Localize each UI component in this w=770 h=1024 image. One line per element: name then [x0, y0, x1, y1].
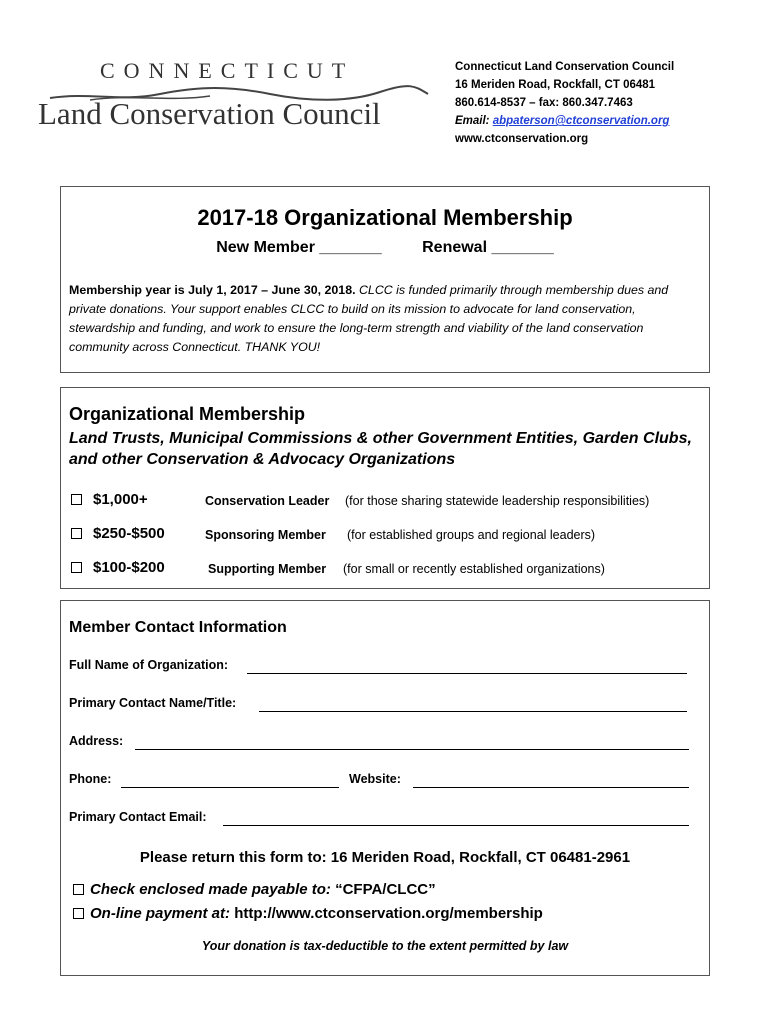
- org-name-input[interactable]: [247, 673, 687, 674]
- tier-amount: $100-$200: [93, 559, 165, 576]
- membership-intro-box: [60, 186, 710, 373]
- member-contact-box: [60, 600, 710, 976]
- primary-contact-input[interactable]: [259, 711, 687, 712]
- online-payment-url[interactable]: http://www.ctconservation.org/membership: [230, 905, 543, 922]
- tier-amount: $250-$500: [93, 525, 165, 542]
- check-payment-checkbox[interactable]: [73, 884, 84, 895]
- tier-checkbox[interactable]: [71, 494, 82, 505]
- tier-name: Conservation Leader: [205, 494, 330, 508]
- tier-description: (for those sharing statewide leadership responsibilities): [345, 494, 650, 508]
- online-payment-label: On-line payment at:: [90, 905, 231, 922]
- primary-contact-label: Primary Contact Name/Title:: [69, 696, 237, 710]
- check-payment-option: [73, 881, 436, 898]
- phone-input[interactable]: [121, 787, 339, 788]
- tier-description: (for small or recently established organizations): [343, 562, 605, 576]
- online-payment-checkbox[interactable]: [73, 908, 84, 919]
- email-link[interactable]: abpaterson@ctconservation.org: [492, 115, 670, 127]
- tier-checkbox[interactable]: [71, 528, 82, 539]
- org-phone-fax: 860.614-8537 – fax: 860.347.7463: [455, 97, 633, 109]
- org-name-label: Full Name of Organization:: [69, 658, 229, 672]
- email-input[interactable]: [223, 825, 689, 826]
- website-label: Website:: [349, 772, 401, 786]
- address-label: Address:: [69, 734, 124, 748]
- intro-paragraph: [69, 281, 697, 357]
- org-membership-subtitle: Land Trusts, Municipal Commissions & other Government Entities, Garden Clubs, and other Conservation & Advocacy Organizations: [69, 430, 692, 468]
- intro-body-text: CLCC is funded primarily through membership dues and private donations. Your support enables CLCC to build on its mission to advocate for land conservation, stewardship and funding, and work to ensure the long-term strength and viability of the land conservation community across Connecticut. THANK YOU!: [69, 283, 669, 354]
- tier-row: [69, 524, 709, 546]
- logo-bottom-text: Land Conservation Council: [38, 96, 381, 131]
- return-address-text: Please return this form to: 16 Meriden Road, Rockfall, CT 06481-2961: [139, 849, 631, 866]
- tier-amount: $1,000+: [93, 491, 148, 508]
- member-type-line: [61, 239, 709, 257]
- tier-checkbox[interactable]: [71, 562, 82, 573]
- tier-description: (for established groups and regional leaders): [347, 528, 596, 542]
- renewal-field[interactable]: Renewal _______: [422, 239, 554, 256]
- contact-section-title: Member Contact Information: [69, 619, 287, 636]
- org-contact-block: [455, 58, 674, 148]
- tier-name: Supporting Member: [208, 562, 327, 576]
- page-title: 2017-18 Organizational Membership: [197, 205, 573, 230]
- check-payable-value: “CFPA/CLCC”: [330, 881, 436, 898]
- membership-year-text: Membership year is July 1, 2017 – June 30, 2018.: [69, 283, 356, 297]
- phone-label: Phone:: [69, 772, 112, 786]
- new-member-field[interactable]: New Member _______: [216, 239, 382, 256]
- check-payment-label: Check enclosed made payable to:: [90, 881, 331, 898]
- org-email-line: [455, 112, 674, 130]
- online-payment-option: [73, 905, 543, 922]
- tax-deductible-note: Your donation is tax-deductible to the extent permitted by law: [201, 939, 569, 953]
- clcc-logo: [30, 58, 430, 138]
- website-input[interactable]: [413, 787, 689, 788]
- logo-top-text: CONNECTICUT: [100, 58, 355, 83]
- email-label: Primary Contact Email:: [69, 810, 207, 824]
- email-label: Email:: [455, 115, 493, 127]
- org-address: 16 Meriden Road, Rockfall, CT 06481: [455, 79, 656, 91]
- org-website[interactable]: www.ctconservation.org: [455, 133, 589, 145]
- tier-row: [69, 558, 709, 580]
- address-input[interactable]: [135, 749, 689, 750]
- tier-row: [69, 490, 709, 512]
- org-name: Connecticut Land Conservation Council: [455, 61, 675, 73]
- organizational-membership-box: [60, 387, 710, 589]
- tier-name: Sponsoring Member: [205, 528, 326, 542]
- org-membership-title: Organizational Membership: [69, 404, 306, 424]
